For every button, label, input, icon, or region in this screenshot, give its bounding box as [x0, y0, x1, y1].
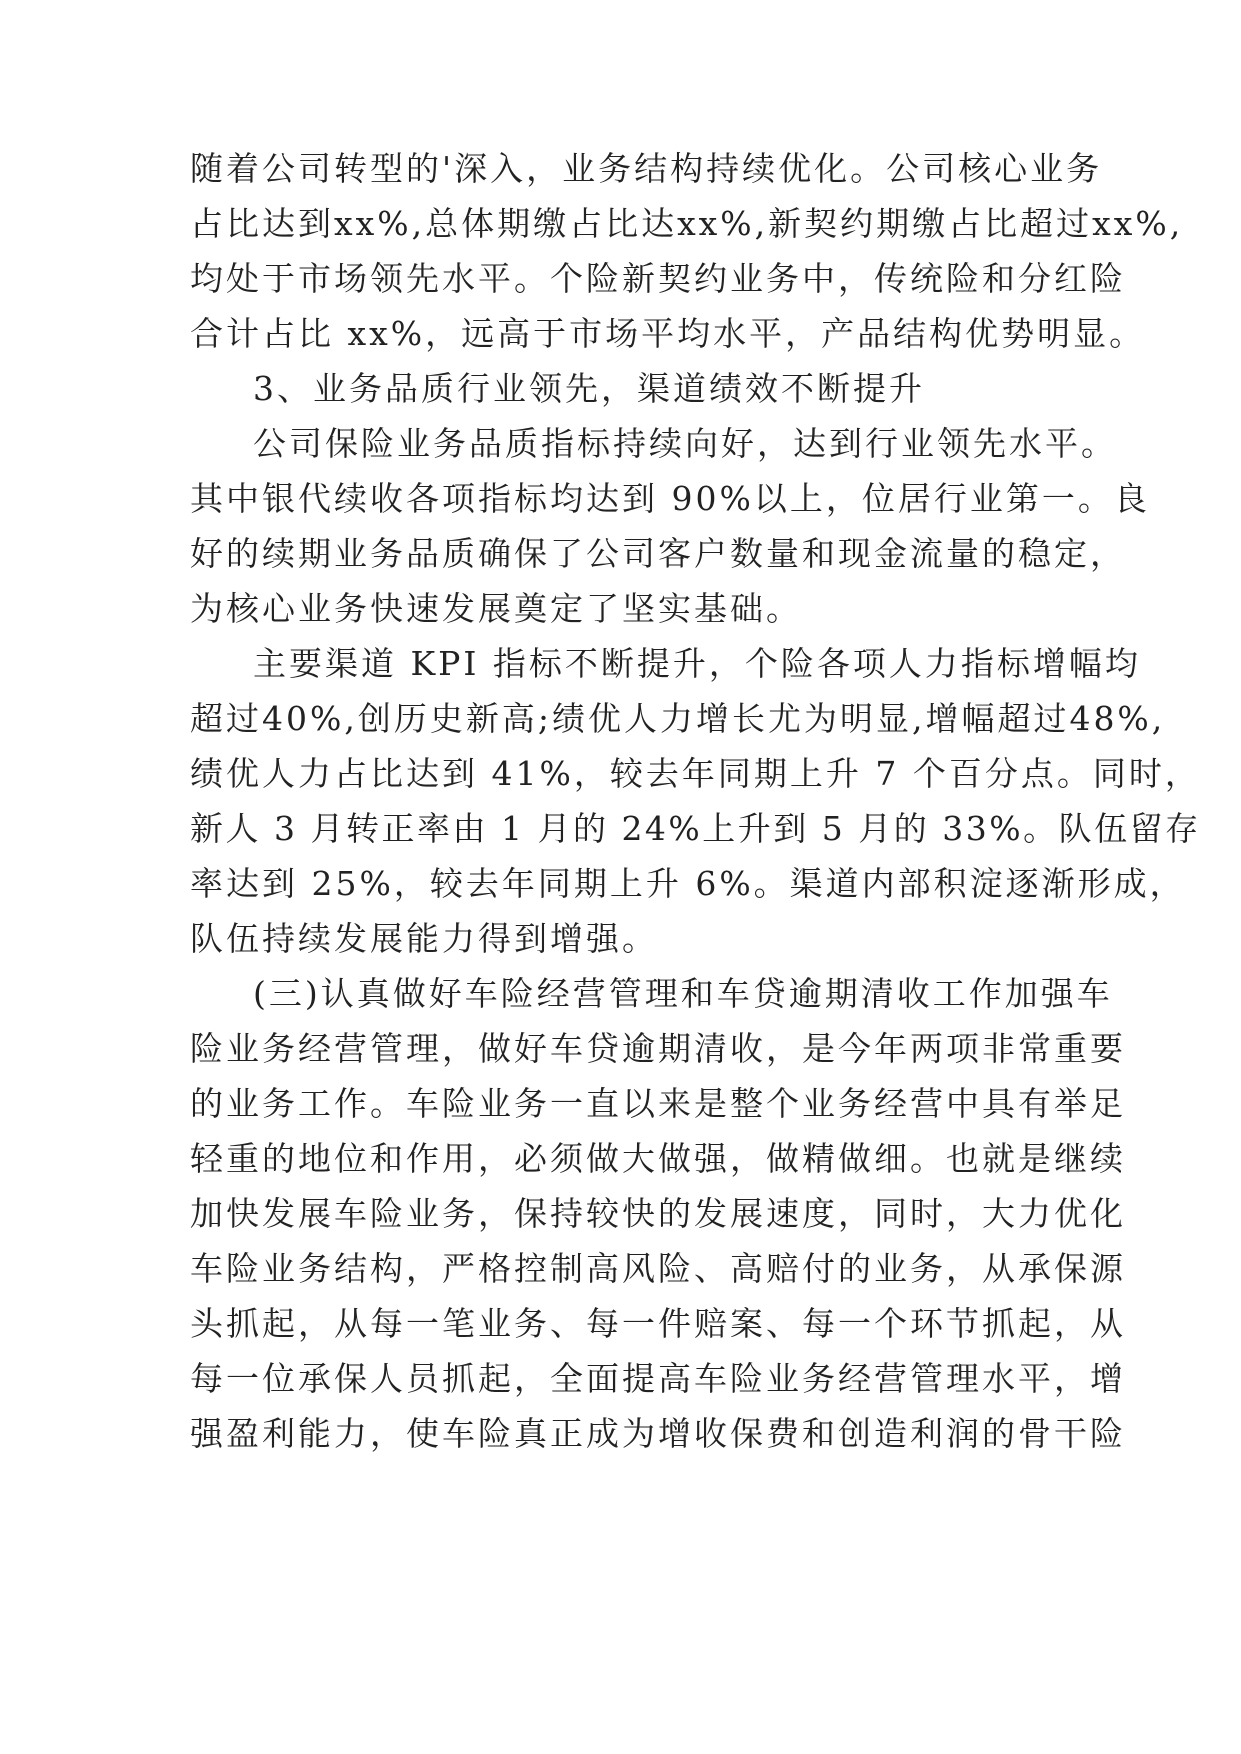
paragraph-line: 新人 3 月转正率由 1 月的 24%上升到 5 月的 33%。队伍留存: [190, 809, 1201, 848]
paragraph-line: 车险业务结构，严格控制高风险、高赔付的业务，从承保源: [190, 1249, 1126, 1288]
paragraph-line: 强盈利能力，使车险真正成为增收保费和创造利润的骨干险: [190, 1414, 1126, 1453]
paragraph-line: 率达到 25%，较去年同期上升 6%。渠道内部积淀逐渐形成，: [190, 864, 1186, 903]
paragraph-line: 超过40%,创历史新高;绩优人力增长尤为明显,增幅超过48%,: [190, 699, 1166, 738]
paragraph-line: 绩优人力占比达到 41%，较去年同期上升 7 个百分点。同时，: [190, 754, 1201, 793]
paragraph-line: 主要渠道 KPI 指标不断提升，个险各项人力指标增幅均: [253, 644, 1141, 683]
paragraph-line: 公司保险业务品质指标持续向好，达到行业领先水平。: [253, 424, 1117, 463]
paragraph-line: 合计占比 xx%，远高于市场平均水平，产品结构优势明显。: [190, 314, 1146, 353]
paragraph-line: 轻重的地位和作用，必须做大做强，做精做细。也就是继续: [190, 1139, 1126, 1178]
paragraph-line: 险业务经营管理，做好车贷逾期清收，是今年两项非常重要: [190, 1029, 1126, 1068]
paragraph-line: 的业务工作。车险业务一直以来是整个业务经营中具有举足: [190, 1084, 1126, 1123]
paragraph-line: 每一位承保人员抓起，全面提高车险业务经营管理水平，增: [190, 1359, 1126, 1398]
paragraph-line: 加快发展车险业务，保持较快的发展速度，同时，大力优化: [190, 1194, 1126, 1233]
section-heading: 3、业务品质行业领先，渠道绩效不断提升: [253, 369, 925, 408]
paragraph-line: 占比达到xx%,总体期缴占比达xx%,新契约期缴占比超过xx%,: [190, 204, 1184, 243]
paragraph-line: (三)认真做好车险经营管理和车贷逾期清收工作加强车: [253, 974, 1113, 1013]
paragraph-line: 均处于市场领先水平。个险新契约业务中，传统险和分红险: [190, 259, 1126, 298]
paragraph-line: 好的续期业务品质确保了公司客户数量和现金流量的稳定，: [190, 534, 1126, 573]
paragraph-line: 队伍持续发展能力得到增强。: [190, 919, 658, 958]
paragraph-line: 其中银代续收各项指标均达到 90%以上，位居行业第一。良: [190, 479, 1150, 518]
paragraph-line: 随着公司转型的'深入，业务结构持续优化。公司核心业务: [190, 149, 1103, 188]
paragraph-line: 为核心业务快速发展奠定了坚实基础。: [190, 589, 802, 628]
paragraph-line: 头抓起，从每一笔业务、每一件赔案、每一个环节抓起，从: [190, 1304, 1126, 1343]
